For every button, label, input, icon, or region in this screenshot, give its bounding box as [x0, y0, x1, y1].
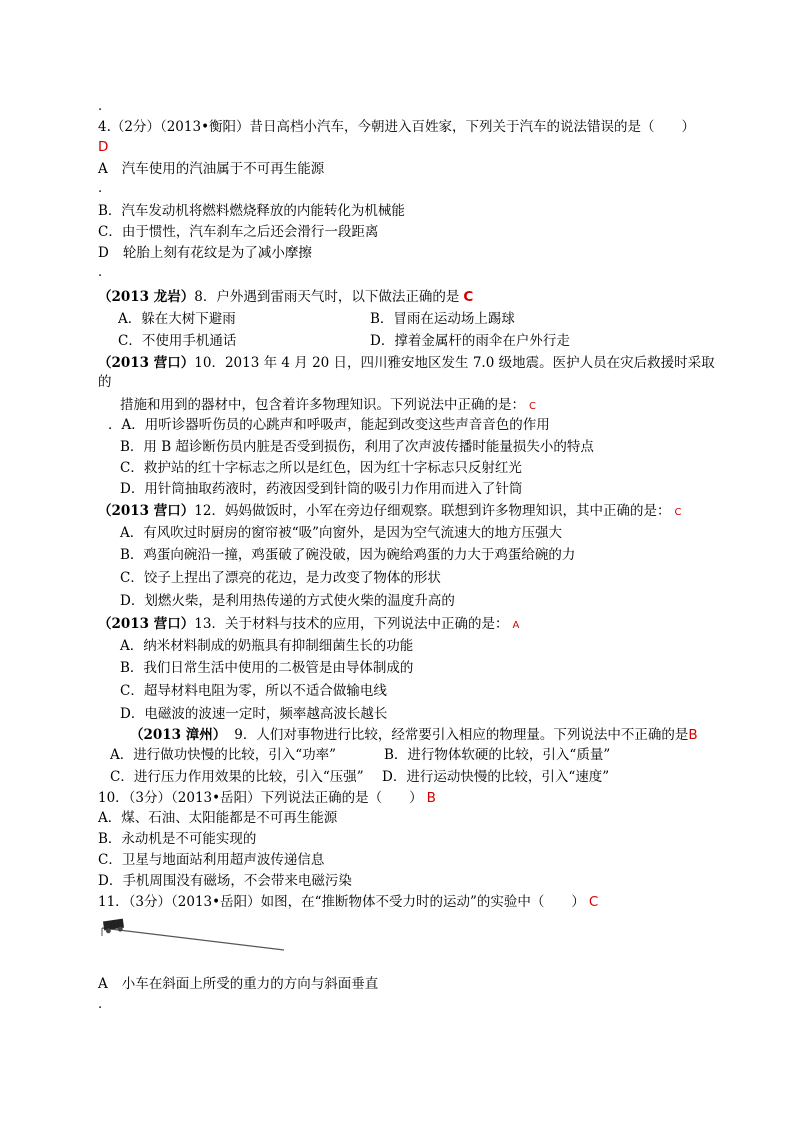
question-9-option-b: B．进行物体软硬的比较，引入“质量” [384, 747, 611, 763]
question-8-answer: C [463, 289, 474, 305]
question-13-stem [98, 615, 519, 635]
question-4-answer: D [98, 139, 109, 155]
question-12-option-b: B．鸡蛋向碗沿一撞，鸡蛋破了碗没破，因为碗给鸡蛋的力大于鸡蛋给碗的力 [120, 547, 576, 563]
question-text: 措施和用到的器材中，包含着许多物理知识。下列说法中正确的是： [120, 397, 525, 413]
question-11-answer: C [588, 894, 599, 910]
question-12-option-d: D．划燃火柴，是利用热传递的方式使火柴的温度升高的 [120, 593, 455, 609]
question-13-option-a: A．纳米材料制成的奶瓶具有抑制细菌生长的功能 [120, 638, 414, 654]
question-text: 4.（2分）（2013•衡阳）昔日高档小汽车，今朝进入百姓家，下列关于汽车的说法错误的是（ ） [98, 119, 696, 135]
question-text: 11．（3分）（2013•岳阳）如图，在“推断物体不受力时的运动”的实验中（ ） [98, 894, 585, 910]
line-dot: . [98, 181, 103, 196]
question-4-option-c: C．由于惯性，汽车刹车之后还会滑行一段距离 [98, 224, 379, 240]
question-9-option-c: C．进行压力作用效果的比较，引入“压强” [110, 769, 364, 785]
question-10-yingkou-option-c: C．救护站的红十字标志之所以是红色，因为红十字标志只反射红光 [120, 460, 522, 476]
option-text: 汽车使用的汽油属于不可再生能源 [121, 161, 325, 177]
question-source: （2013 营口） [98, 616, 195, 632]
question-10-option-a: A．煤、石油、太阳能都是不可再生能源 [98, 810, 338, 826]
question-11-option-a [98, 975, 378, 993]
question-4-option-a [98, 160, 324, 178]
question-8-option-c: C．不使用手机通话 [118, 333, 237, 349]
line-dot: . [98, 265, 103, 280]
question-8-option-d: D．撑着金属杆的雨伞在户外行走 [370, 333, 570, 349]
question-10-yingkou-option-d: D．用针筒抽取药液时，药液因受到针筒的吸引力作用而进入了针筒 [120, 481, 523, 497]
question-9-option-a: A．进行做功快慢的比较，引入“功率” [110, 747, 337, 763]
question-10-option-c: C．卫星与地面站利用超声波传递信息 [98, 852, 325, 868]
question-10-yingkou-stem [98, 354, 715, 372]
question-source: （2013 龙岩） [98, 289, 195, 305]
option-letter: D [98, 245, 109, 261]
question-text: 13．关于材料与技术的应用，下列说法中正确的是： [194, 616, 509, 632]
question-9-stem [130, 726, 698, 744]
question-source: （2013 漳州） [130, 727, 227, 743]
question-13-option-b: B．我们日常生活中使用的二极管是由导体制成的 [120, 660, 414, 676]
question-source: （2013 营口） [98, 355, 195, 371]
question-4-stem [98, 118, 695, 136]
option-text: 轮胎上刻有花纹是为了减小摩擦 [122, 245, 312, 261]
line-dot: . [98, 99, 103, 114]
question-8-option-a: A．躲在大树下避雨 [118, 311, 236, 327]
question-9-answer: B [688, 727, 698, 743]
question-text: 9．人们对事物进行比较，经常要引入相应的物理量。下列说法中不正确的是 [234, 727, 689, 743]
question-text: 12．妈妈做饭时，小军在旁边仔细观察。联想到许多物理知识，其中正确的是： [194, 503, 671, 519]
question-13-option-c: C．超导材料电阻为零，所以不适合做输电线 [120, 683, 387, 699]
question-10-yingkou-option-a: ．A．用听诊器听伤员的心跳声和呼吸声，能起到改变这些声音音色的作用 [108, 417, 550, 433]
option-text: 小车在斜面上所受的重力的方向与斜面垂直 [121, 976, 379, 992]
option-letter: A [98, 976, 108, 992]
question-13-answer: A [512, 620, 520, 631]
question-10-yingkou-stem-cont: 的 [98, 374, 112, 390]
question-11-stem [98, 893, 598, 911]
question-10-yingkou-answer: C [529, 401, 536, 412]
question-text: 10．2013 年 4 月 20 日，四川雅安地区发生 7.0 级地震。医护人员在灾后救援时采取 [194, 355, 715, 371]
question-10-option-d: D．手机周围没有磁场，不会带来电磁污染 [98, 873, 352, 889]
line-dot: . [98, 997, 103, 1012]
question-10-option-b: B．永动机是不可能实现的 [98, 831, 257, 847]
question-10-yingkou-option-b: B．用 B 超诊断伤员内脏是否受到损伤，利用了次声波传播时能量损失小的特点 [120, 439, 594, 455]
question-12-answer: C [674, 507, 682, 518]
question-10-stem [98, 789, 436, 807]
question-12-stem [98, 502, 681, 522]
cart-shape [103, 919, 125, 934]
question-8-stem [98, 288, 473, 306]
incline-cart-icon [98, 918, 288, 958]
question-8-option-b: B．冒雨在运动场上踢球 [370, 311, 515, 327]
question-source: （2013 营口） [98, 503, 195, 519]
question-13-option-d: D．电磁波的波速一定时，频率越高波长越长 [120, 706, 388, 722]
option-letter: A [98, 161, 108, 177]
question-4-option-d [98, 244, 312, 262]
question-12-option-a: A．有风吹过时厨房的窗帘被“吸”向窗外，是因为空气流速大的地方压强大 [120, 525, 563, 541]
question-10-answer: B [426, 790, 436, 806]
question-9-option-d: D．进行运动快慢的比较，引入“速度” [382, 769, 610, 785]
incline-surface [102, 928, 284, 950]
question-text: 8．户外遇到雷雨天气时，以下做法正确的是 [194, 289, 460, 305]
question-12-option-c: C．饺子上捏出了漂亮的花边，是力改变了物体的形状 [120, 570, 441, 586]
question-text: 10．（3分）（2013•岳阳）下列说法正确的是（ ） [98, 790, 423, 806]
question-10-yingkou-stem-cont2 [120, 396, 536, 416]
question-4-option-b: B．汽车发动机将燃料燃烧释放的内能转化为机械能 [98, 203, 405, 219]
